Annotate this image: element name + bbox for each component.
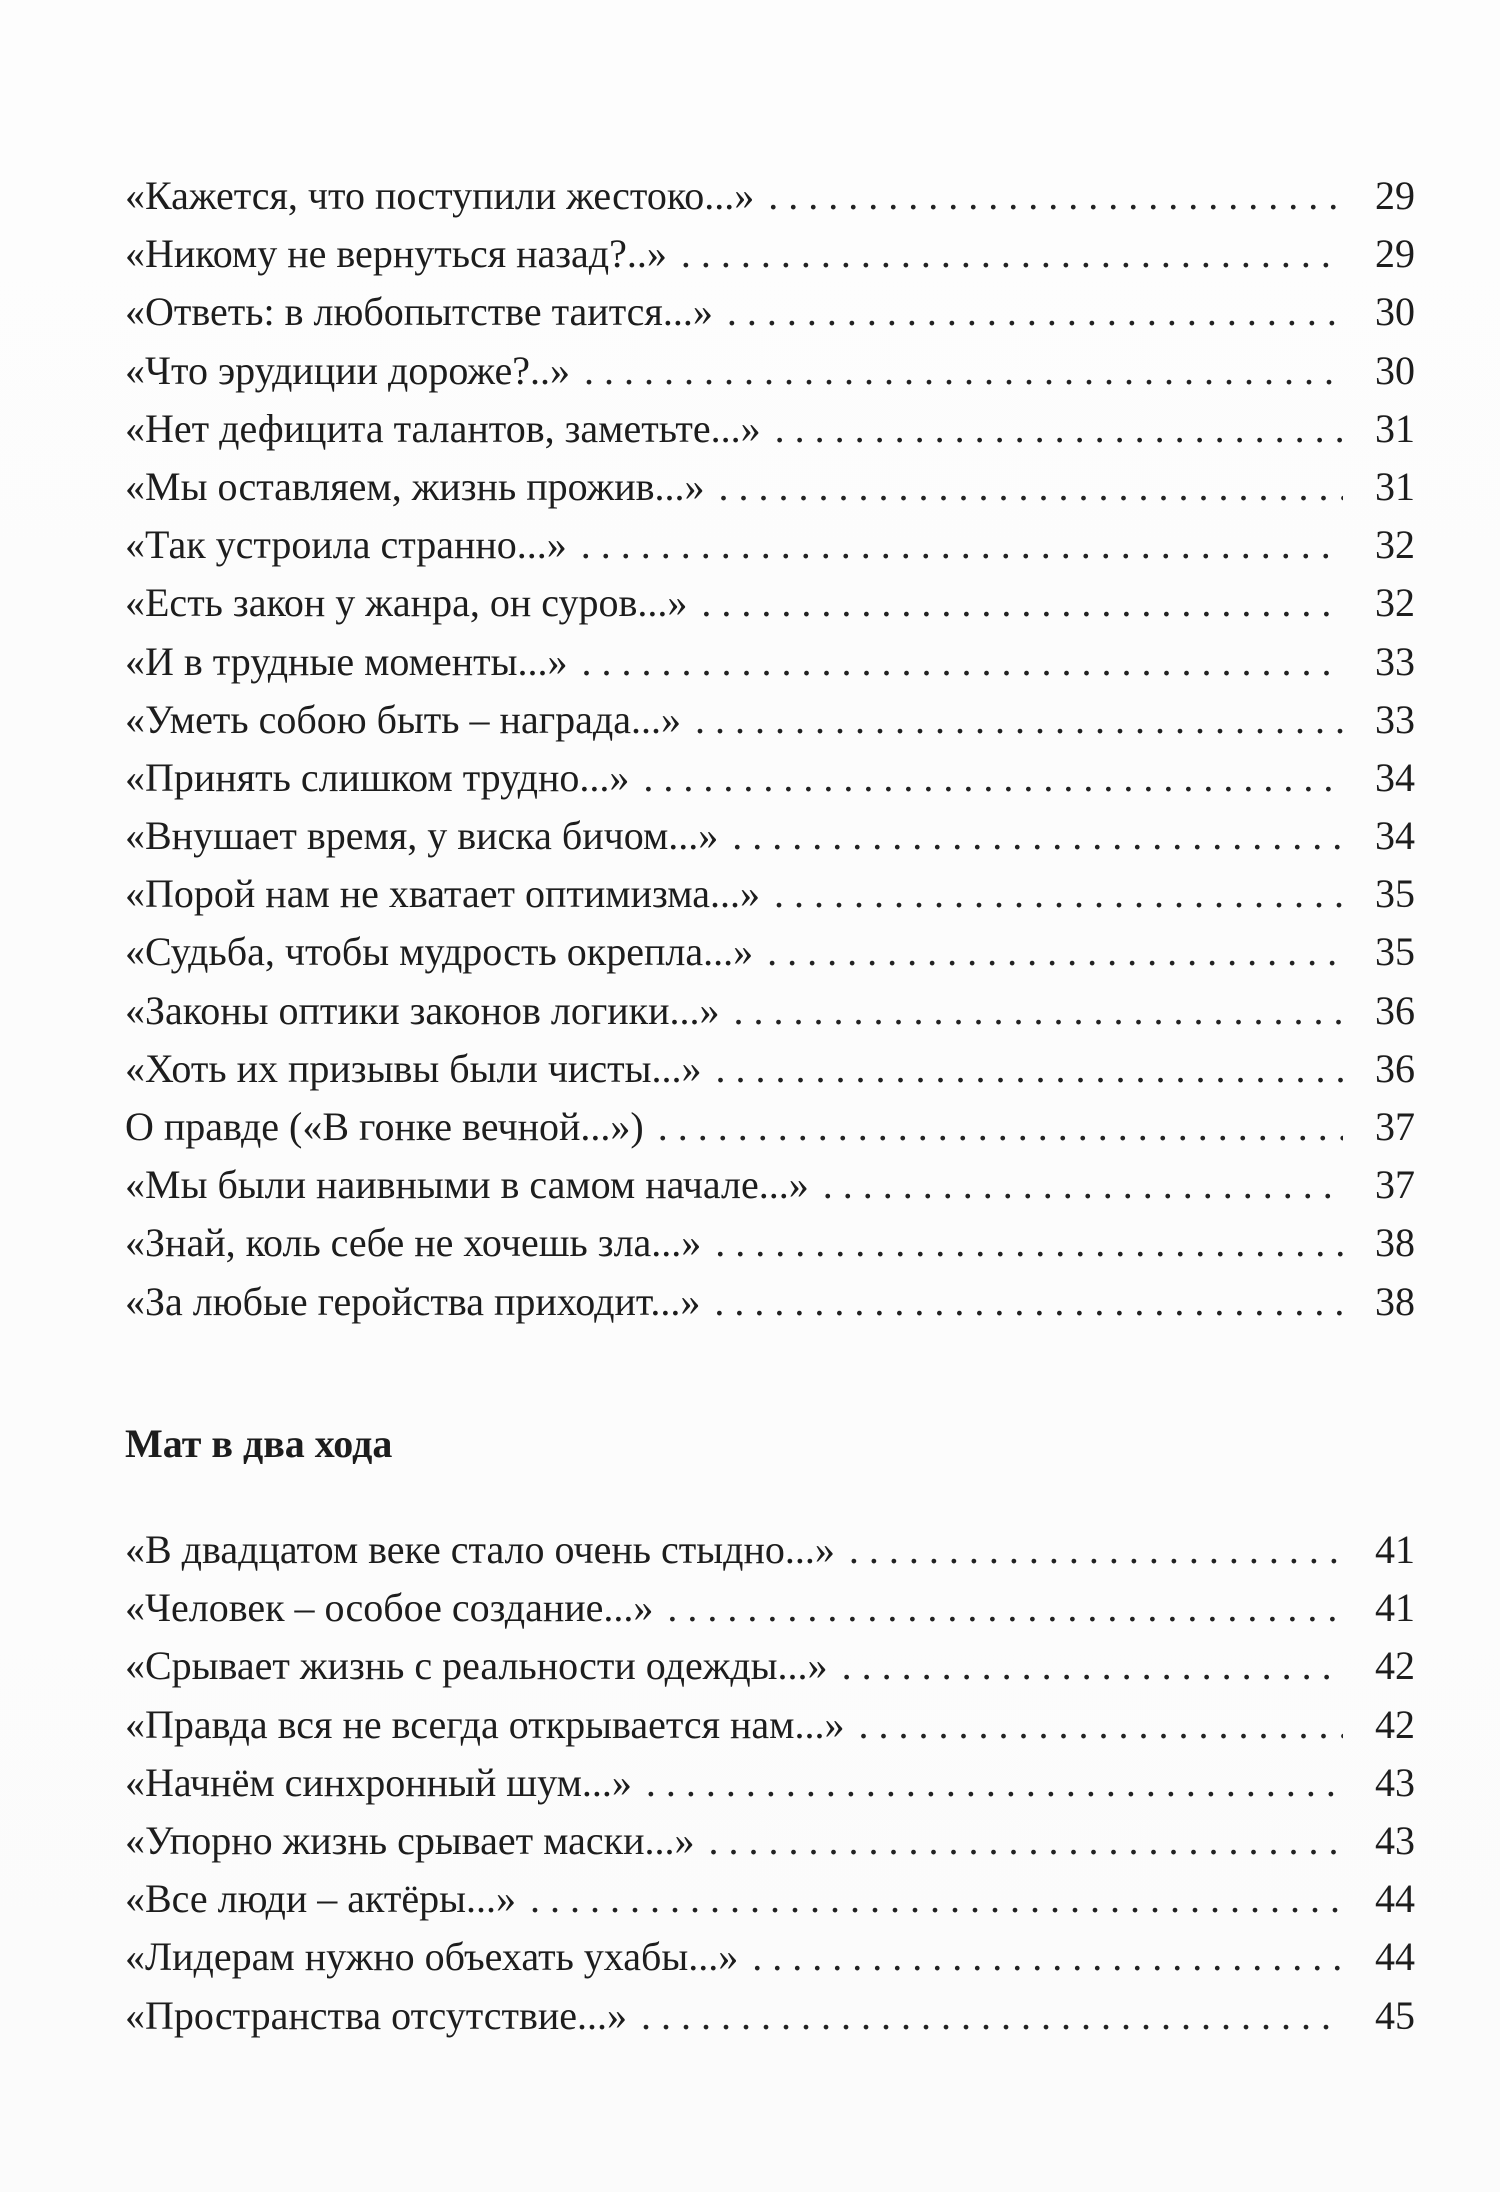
toc-entry [125,283,1415,341]
toc-entry-title: «Принять слишком трудно...» [125,754,630,800]
toc-entry-page-number: 34 [1375,754,1415,800]
toc-entry [125,807,1415,865]
toc-entry-page-number: 29 [1375,173,1415,218]
toc-entry-page-number: 30 [1375,347,1415,393]
dot-leader [732,807,1343,865]
toc-entry-title: «Упорно жизнь срывает маски...» [125,1817,695,1863]
toc-entry [125,865,1415,923]
toc-entry-page-number: 36 [1375,987,1415,1033]
toc-entry-page-number: 29 [1375,231,1415,277]
dot-leader [774,865,1343,923]
toc-entry-page-number: 44 [1375,1876,1415,1922]
toc-entry-page-number: 33 [1375,638,1415,684]
toc-entry-page-number: 41 [1375,1527,1415,1572]
toc-entry [125,1696,1415,1754]
toc-entry-title: «Мы оставляем, жизнь прожив...» [125,463,705,509]
dot-leader [643,749,1343,807]
dot-leader [581,633,1343,691]
dot-leader [849,1521,1343,1579]
toc-page [125,167,1415,2038]
toc-entry-page-number: 31 [1375,463,1415,509]
toc-entry-title: «Внушает время, у виска бичом...» [125,813,719,859]
toc-entry [125,1521,1415,1579]
toc-entry [125,749,1415,807]
toc-entry-page-number: 37 [1375,1104,1415,1149]
toc-entry-title: «Знай, коль себе не хочешь зла...» [125,1220,702,1266]
toc-entry [125,400,1415,458]
toc-entry-title: «Начнём синхронный шум...» [125,1759,632,1805]
toc-entry-title: «Порой нам не хватает оптимизма...» [125,871,760,917]
toc-entry-page-number: 38 [1375,1278,1415,1324]
dot-leader [842,1637,1343,1695]
toc-entry-title: «Пространства отсутствие...» [125,1992,628,2038]
toc-entry-page-number: 34 [1375,813,1415,859]
toc-entry [125,923,1415,981]
toc-entry-title: «Мы были наивными в самом начале...» [125,1162,809,1208]
toc-entry [125,1812,1415,1870]
dot-leader [727,283,1343,341]
dot-leader [584,342,1343,400]
dot-leader [715,1040,1343,1098]
toc-entry-title: «Все люди – актёры...» [125,1876,517,1922]
dot-leader [752,1928,1343,1986]
dot-leader [530,1870,1343,1928]
toc-entry [125,167,1415,225]
toc-entry [125,982,1415,1040]
toc-entry [125,342,1415,400]
dot-leader [719,458,1343,516]
toc-entry-page-number: 30 [1375,289,1415,335]
dot-leader [859,1696,1344,1754]
dot-leader [714,1273,1343,1331]
toc-entry [125,1040,1415,1098]
dot-leader [646,1754,1343,1812]
toc-entry-page-number: 32 [1375,522,1415,568]
toc-entry-title: О правде («В гонке вечной...») [125,1104,644,1149]
dot-leader [823,1156,1343,1214]
dot-leader [701,574,1343,632]
toc-entry [125,1928,1415,1986]
toc-entry-title: «Что эрудиции дороже?..» [125,347,571,393]
toc-entry [125,225,1415,283]
toc-entry [125,1579,1415,1637]
toc-entry [125,458,1415,516]
toc-entry-page-number: 44 [1375,1934,1415,1980]
toc-entry-title: «Правда вся не всегда открывается нам...» [125,1701,845,1747]
toc-entry-page-number: 42 [1375,1701,1415,1747]
toc-entry-page-number: 42 [1375,1643,1415,1689]
toc-entry [125,633,1415,691]
toc-entry [125,574,1415,632]
toc-entry-page-number: 37 [1375,1162,1415,1208]
toc-entry [125,1870,1415,1928]
toc-entry-title: «За любые геройства приходит...» [125,1278,701,1324]
toc-entry [125,1987,1415,2045]
toc-entry-page-number: 35 [1375,871,1415,917]
toc-entry [125,691,1415,749]
toc-entry-title: «Есть закон у жанра, он суров...» [125,580,688,626]
toc-entry-title: «Никому не вернуться назад?..» [125,231,667,277]
dot-leader [767,923,1343,981]
toc-entry-page-number: 31 [1375,405,1415,451]
toc-entry [125,1214,1415,1272]
dot-leader [695,691,1343,749]
toc-entry-page-number: 36 [1375,1045,1415,1091]
toc-entry-page-number: 45 [1375,1992,1415,2038]
toc-entry-title: «Ответь: в любопытстве таится...» [125,289,713,335]
toc-section2 [125,1521,1415,2045]
dot-leader [658,1098,1343,1156]
toc-entry [125,516,1415,574]
toc-entry-page-number: 33 [1375,696,1415,742]
toc-list-section1 [125,167,1415,1331]
dot-leader [708,1812,1343,1870]
toc-entry-title: «Судьба, чтобы мудрость окрепла...» [125,929,754,975]
toc-entry-title: «Лидерам нужно объехать ухабы...» [125,1934,739,1980]
dot-leader [581,516,1343,574]
toc-entry [125,1098,1415,1156]
toc-entry-title: «Кажется, что поступили жестоко...» [125,173,755,218]
toc-entry-title: «Так устроила странно...» [125,522,567,568]
dot-leader [715,1214,1343,1272]
toc-entry [125,1754,1415,1812]
dot-leader [641,1987,1343,2045]
toc-entry-page-number: 41 [1375,1585,1415,1631]
toc-entry-page-number: 35 [1375,929,1415,975]
dot-leader [733,982,1343,1040]
dot-leader [667,1579,1343,1637]
toc-entry-page-number: 43 [1375,1817,1415,1863]
toc-entry-page-number: 38 [1375,1220,1415,1266]
toc-entry-page-number: 32 [1375,580,1415,626]
dot-leader [775,400,1343,458]
toc-entry-title: «Нет дефицита талантов, заметьте...» [125,405,761,451]
toc-entry-title: «И в трудные моменты...» [125,638,568,684]
toc-entry-title: «Человек – особое создание...» [125,1585,654,1631]
dot-leader [681,225,1343,283]
toc-entry-page-number: 43 [1375,1759,1415,1805]
toc-entry-title: «В двадцатом веке стало очень стыдно...» [125,1527,835,1572]
toc-list-section2 [125,1521,1415,2045]
section-title: Мат в два хода [125,1421,393,1466]
toc-entry-title: «Хоть их призывы были чисты...» [125,1045,702,1091]
dot-leader [768,167,1343,225]
toc-entry [125,1156,1415,1214]
toc-entry-title: «Законы оптики законов логики...» [125,987,720,1033]
toc-entry-title: «Срывает жизнь с реальности одежды...» [125,1643,828,1689]
toc-entry-title: «Уметь собою быть – награда...» [125,696,681,742]
toc-entry [125,1637,1415,1695]
toc-entry [125,1273,1415,1331]
